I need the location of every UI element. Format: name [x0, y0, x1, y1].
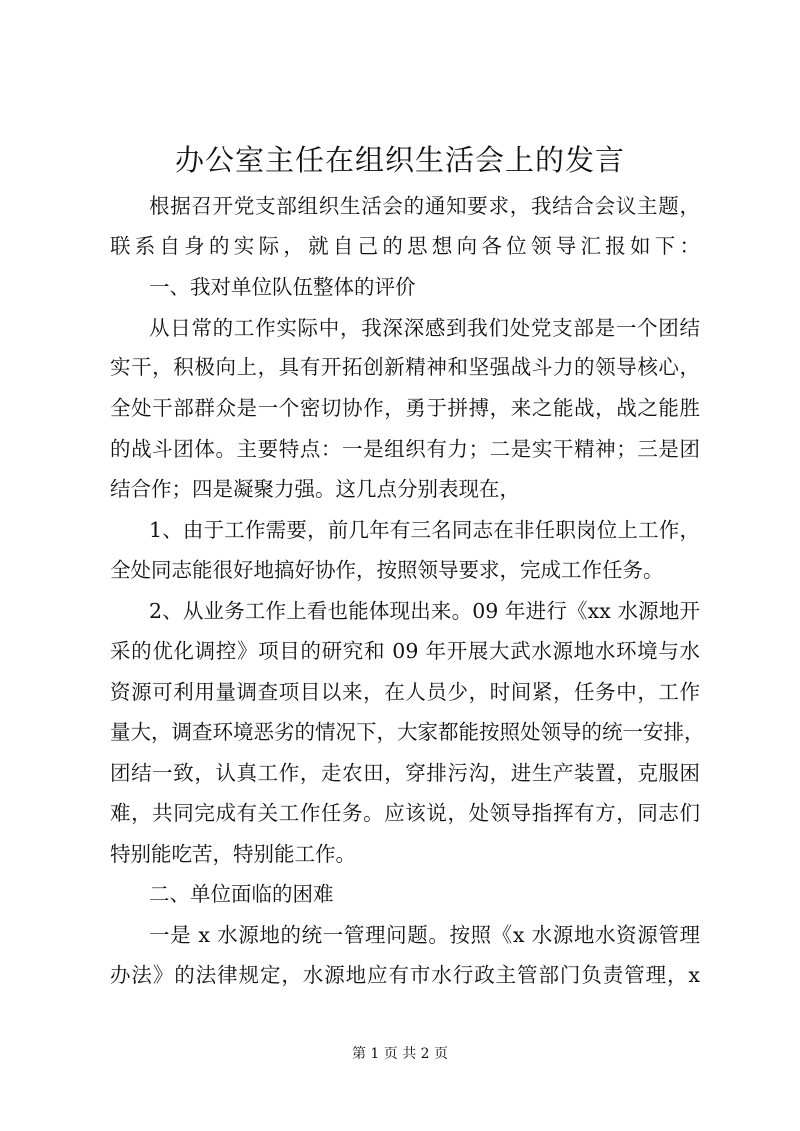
paragraph-line: 联系自身的实际，就自己的思想向各位领导汇报如下： — [110, 234, 700, 258]
paragraph-line: 结合作；四是凝聚力强。这几点分别表现在， — [110, 477, 520, 501]
paragraph-line: 一是 x 水源地的统一管理问题。按照《x 水源地水资源管理 — [149, 923, 700, 947]
document-title: 办公室主任在组织生活会上的发言 — [174, 143, 625, 177]
section-heading: 二、单位面临的困难 — [149, 882, 334, 906]
paragraph-line: 实干，积极向上，具有开拓创新精神和坚强战斗力的领导核心， — [110, 355, 700, 379]
paragraph-line: 难，共同完成有关工作任务。应该说，处领导指挥有方，同志们 — [110, 801, 700, 825]
paragraph-line: 量大，调查环境恶劣的情况下，大家都能按照处领导的统一安排， — [110, 720, 705, 744]
paragraph-line: 根据召开党支部组织生活会的通知要求，我结合会议主题， — [149, 194, 700, 218]
paragraph-line: 的战斗团体。主要特点：一是组织有力；二是实干精神；三是团 — [110, 437, 700, 461]
page-number-footer: 第 1 页 共 2 页 — [351, 1046, 449, 1062]
section-heading: 一、我对单位队伍整体的评价 — [149, 275, 416, 299]
paragraph-line: 特别能吃苦，特别能工作。 — [110, 842, 356, 866]
paragraph-line: 团结一致，认真工作，走农田，穿排污沟，进生产装置，克服困 — [110, 761, 700, 785]
paragraph-line: 全处干部群众是一个密切协作，勇于拼搏，来之能战，战之能胜 — [110, 396, 700, 420]
paragraph-line: 采的优化调控》项目的研究和 09 年开展大武水源地水环境与水 — [110, 639, 700, 663]
paragraph-line: 办法》的法律规定，水源地应有市水行政主管部门负责管理，x — [110, 963, 700, 987]
paragraph-line: 2、从业务工作上看也能体现出来。09 年进行《xx 水源地开 — [149, 599, 700, 623]
paragraph-line: 从日常的工作实际中，我深深感到我们处党支部是一个团结 — [149, 316, 700, 340]
paragraph-line: 全处同志能很好地搞好协作，按照领导要求，完成工作任务。 — [110, 558, 664, 582]
paragraph-line: 资源可利用量调查项目以来，在人员少，时间紧，任务中，工作 — [110, 680, 700, 704]
paragraph-line: 1、由于工作需要，前几年有三名同志在非任职岗位上工作， — [149, 518, 700, 542]
